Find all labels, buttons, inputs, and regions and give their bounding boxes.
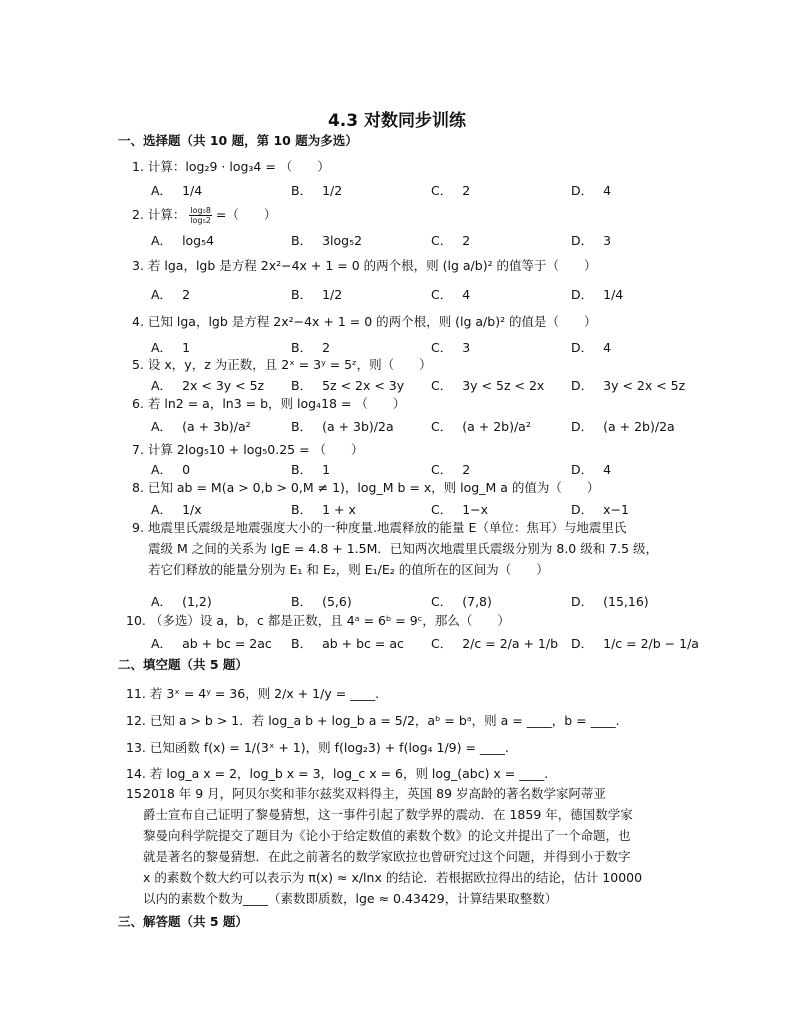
option-d: D． 3 — [571, 233, 612, 248]
question-6: 6. 若 ln2 = a，ln3 = b，则 log₄18 = （ ） — [132, 396, 406, 411]
option-b: B． 3log₅2 — [291, 233, 363, 248]
option-a: A． 0 — [151, 462, 191, 477]
option-c: C． 2 — [431, 462, 471, 477]
question-1-number: 1. — [132, 159, 144, 174]
option-b: B． 5z < 2x < 3y — [291, 378, 405, 393]
question-8-options — [151, 500, 711, 516]
question-1-text: 计算：log₂9 · log₃4 = （ ） — [147, 159, 330, 174]
option-d: D． (a + 2b)/2a — [571, 419, 675, 434]
question-4: 4. 已知 lga，lgb 是方程 2x²−4x + 1 = 0 的两个根，则 (lg a/b)² 的值是（ ） — [132, 314, 597, 329]
option-c: C． 1−x — [431, 502, 489, 517]
question-4-options — [151, 338, 711, 354]
option-d: D． 1/4 — [571, 287, 624, 302]
question-3: 3. 若 lga，lgb 是方程 2x²−4x + 1 = 0 的两个根，则 (lg a/b)² 的值等于（ ） — [132, 258, 597, 273]
option-a: A． 1/4 — [151, 183, 203, 198]
question-2-number: 2. — [132, 207, 144, 222]
question-14: 14. 若 log_a x = 2，log_b x = 3，log_c x = 6，则 log_(abc) x = ____. — [126, 766, 549, 781]
page-title: 4.3 对数同步训练 — [327, 111, 467, 131]
question-2-options — [151, 231, 711, 247]
question-5: 5. 设 x，y，z 为正数，且 2ˣ = 3ʸ = 5ᶻ，则（ ） — [132, 357, 432, 372]
question-10: 10. （多选）设 a，b，c 都是正数，且 4ᵃ = 6ᵇ = 9ᶜ，那么（ ） — [126, 613, 510, 628]
question-15-text: 2018 年 9 月，阿贝尔奖和菲尔兹奖双料得主，英国 89 岁高龄的著名数学家阿蒂亚 爵士宣布自己证明了黎曼猜想，这一事件引起了数学界的震动．在 1859 年，德国数学家 黎曼向科学院提交了题目为《论小于给定数值的素数个数》的论文并提出了一个命题，也 就是著名的黎曼猜想．在此之前著名的数学家欧拉也曾研究过这个问题，并得到小于数字 x 的素数个数大约可以表示为 π(x) ≈ x/lnx 的结论．若根据欧拉得出的结论，估计 10000 以内的素数个数为____（素数即质数，lge ≈ 0.43429，计算结果取整数） — [143, 786, 643, 906]
option-b: B． (5,6) — [291, 594, 352, 609]
option-c: C． 2/c = 2/a + 1/b — [431, 636, 559, 651]
option-b: B． 1/2 — [291, 287, 343, 302]
option-a: A． (a + 3b)/a² — [151, 419, 251, 434]
question-13: 13. 已知函数 f(x) = 1/(3ˣ + 1)，则 f(log₂3) + f(log₄ 1/9) = ____. — [126, 740, 509, 755]
option-d: D． 1/c = 2/b − 1/a — [571, 636, 699, 651]
question-6-text: 若 ln2 = a，ln3 = b，则 log₄18 = （ ） — [147, 396, 406, 411]
question-5-text: 设 x，y，z 为正数，且 2ˣ = 3ʸ = 5ᶻ，则（ ） — [147, 357, 432, 372]
question-4-text: 已知 lga，lgb 是方程 2x²−4x + 1 = 0 的两个根，则 (lg a/b)² 的值是（ ） — [147, 314, 597, 329]
question-6-options — [151, 417, 711, 433]
question-12: 12. 已知 a > b > 1．若 log_a b + log_b a = 5/2，aᵇ = bᵃ，则 a = ____，b = ____. — [126, 713, 620, 728]
question-8-text: 已知 ab = M(a > 0,b > 0,M ≠ 1)，log_M b = x，则 log_M a 的值为（ ） — [147, 480, 600, 495]
option-d: D． 3y < 2x < 5z — [571, 378, 686, 393]
section-heading-choice: 一、选择题（共 10 题，第 10 题为多选） — [118, 133, 358, 148]
question-3-options — [151, 285, 711, 301]
option-d: D． 4 — [571, 183, 612, 198]
section-heading-answer: 三、解答题（共 5 题） — [118, 914, 248, 929]
option-d: D． 4 — [571, 462, 612, 477]
option-d: D． 4 — [571, 340, 612, 355]
question-5-options — [151, 376, 711, 392]
question-9-text: 地震里氏震级是地震强度大小的一种度量.地震释放的能量 E（单位：焦耳）与地震里氏 震级 M 之间的关系为 lgE = 4.8 + 1.5M．已知两次地震里氏震级分别为 8.0 级和 7.5 级， 若它们释放的能量分别为 E₁ 和 E₂，则 E₁/E₂ 的值所在的区间为（ ） — [148, 520, 659, 577]
option-a: A． (1,2) — [151, 594, 212, 609]
question-11-text: 若 3ˣ = 4ʸ = 36，则 2/x + 1/y = ____. — [149, 686, 380, 701]
option-b: B． 2 — [291, 340, 331, 355]
question-9-number: 9. — [132, 520, 144, 535]
question-1-options — [151, 181, 711, 197]
option-d: D． (15,16) — [571, 594, 649, 609]
question-1 — [132, 157, 330, 175]
option-c: C． 2 — [431, 183, 471, 198]
question-12-text: 已知 a > b > 1．若 log_a b + log_b a = 5/2，aᵇ = bᵃ，则 a = ____，b = ____. — [149, 713, 620, 728]
question-3-text: 若 lga，lgb 是方程 2x²−4x + 1 = 0 的两个根，则 (lg a/b)² 的值等于（ ） — [147, 258, 597, 273]
option-a: A． 1/x — [151, 502, 202, 517]
question-14-text: 若 log_a x = 2，log_b x = 3，log_c x = 6，则 log_(abc) x = ____. — [149, 766, 549, 781]
option-c: C． (a + 2b)/a² — [431, 419, 531, 434]
option-a: A． ab + bc = 2ac — [151, 636, 272, 651]
option-c: C． (7,8) — [431, 594, 492, 609]
question-8: 8. 已知 ab = M(a > 0,b > 0,M ≠ 1)，log_M b = x，则 log_M a 的值为（ ） — [132, 480, 600, 495]
option-b: B． ab + bc = ac — [291, 636, 404, 651]
option-b: B． (a + 3b)/2a — [291, 419, 394, 434]
option-a: A． 1 — [151, 340, 191, 355]
question-7: 7. 计算 2log₅10 + log₅0.25 = （ ） — [132, 442, 364, 457]
question-13-text: 已知函数 f(x) = 1/(3ˣ + 1)，则 f(log₂3) + f(log₄ 1/9) = ____. — [149, 740, 509, 755]
question-10-text: （多选）设 a，b，c 都是正数，且 4ᵃ = 6ᵇ = 9ᶜ，那么（ ） — [149, 613, 510, 628]
question-2: 2. 计算： $\frac{\text{log₅8}}{\text{log₅2}}$ =（ ） — [132, 206, 277, 225]
option-b: B． 1 + x — [291, 502, 356, 517]
option-a: A． 2x < 3y < 5z — [151, 378, 265, 393]
question-9-options — [151, 592, 711, 608]
question-11: 11. 若 3ˣ = 4ʸ = 36，则 2/x + 1/y = ____. — [126, 686, 380, 701]
option-c: C． 2 — [431, 233, 471, 248]
question-7-options — [151, 460, 711, 476]
question-10-options — [151, 634, 711, 650]
question-7-text: 计算 2log₅10 + log₅0.25 = （ ） — [147, 442, 364, 457]
option-b: B． 1 — [291, 462, 331, 477]
option-c: C． 3y < 5z < 2x — [431, 378, 545, 393]
option-b: B． 1/2 — [291, 183, 343, 198]
option-c: C． 4 — [431, 287, 471, 302]
option-d: D． x−1 — [571, 502, 629, 517]
option-c: C． 3 — [431, 340, 471, 355]
section-heading-fill: 二、填空题（共 5 题） — [118, 657, 248, 672]
question-2-fraction: $\frac{\text{log₅8}}{\text{log₅2}}$ — [190, 206, 211, 225]
option-a: A． log₅4 — [151, 233, 215, 248]
option-a: A． 2 — [151, 287, 191, 302]
question-15-number: 15. — [126, 786, 146, 801]
